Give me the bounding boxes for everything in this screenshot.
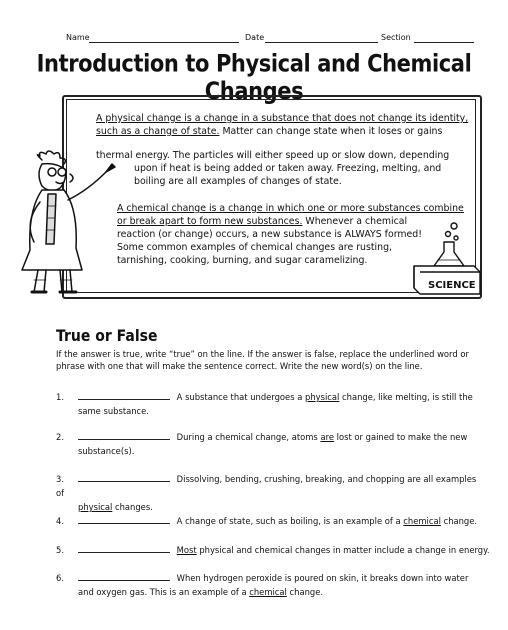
physical-definition: A physical change is a change in a substance that does not change its identity, such as a change of state. xyxy=(96,113,469,137)
true-false-heading: True or False xyxy=(56,327,158,346)
answer-blank-5[interactable] xyxy=(78,543,170,553)
instructions: If the answer is true, write “true” on the line. If the answer is false, replace the underlined word or phrase with one that will make the sentence correct. Write the new word(s) on the line. xyxy=(56,349,469,371)
question-2: 2. During a chemical change, atoms are lost or gained to make the new substance(s). xyxy=(56,432,468,456)
chemical-definition-line1: A chemical change is a change in which one or more substances combine xyxy=(117,203,464,214)
name-field[interactable] xyxy=(89,42,239,43)
answer-blank-1[interactable] xyxy=(78,390,170,400)
physical-line3: thermal energy. The particles will either speed up or slow down, depending xyxy=(96,150,450,161)
question-4: 4. A change of state, such as boiling, is an example of a chemical change. xyxy=(56,516,478,526)
answer-blank-6[interactable] xyxy=(78,571,170,581)
chemical-line5: tarnishing, cooking, burning, and sugar caramelizing. xyxy=(117,255,368,266)
date-label: Date xyxy=(245,33,265,42)
question-6: 6. When hydrogen peroxide is poured on skin, it breaks down into water and oxygen gas. This is an example of a chemical change. xyxy=(56,573,469,597)
chemical-definition-line2: or break apart to form new substances. Whenever a chemical xyxy=(117,216,408,227)
scientist-illustration xyxy=(12,150,122,300)
answer-blank-3[interactable] xyxy=(78,472,170,482)
chemical-line4: Some common examples of chemical changes are rusting, xyxy=(117,242,393,253)
page-title: Introduction to Physical and Chemical Changes xyxy=(36,49,472,105)
question-1: 1. A substance that undergoes a physical change, like melting, is still the same substance. xyxy=(56,392,473,416)
name-label: Name xyxy=(66,33,90,42)
physical-line5: boiling are all examples of changes of state. xyxy=(134,176,342,187)
answer-blank-2[interactable] xyxy=(78,430,170,440)
science-book-label: SCIENCE xyxy=(428,280,476,291)
question-3: 3. Dissolving, bending, crushing, breaking, and chopping are all examples of physical changes. xyxy=(56,474,477,512)
physical-change-paragraph xyxy=(96,113,476,138)
answer-blank-4[interactable] xyxy=(78,514,170,524)
chemical-line3: reaction (or change) occurs, a new substance is ALWAYS formed! xyxy=(117,229,422,240)
physical-line4: upon if heat is being added or taken away. Freezing, melting, and xyxy=(134,163,442,174)
question-5: 5. Most physical and chemical changes in matter include a change in energy. xyxy=(56,545,490,555)
section-label: Section xyxy=(381,33,411,42)
date-field[interactable] xyxy=(265,42,378,43)
section-field[interactable] xyxy=(414,42,474,43)
physical-line2-rest: Matter can change state when it loses or gains xyxy=(219,125,443,137)
